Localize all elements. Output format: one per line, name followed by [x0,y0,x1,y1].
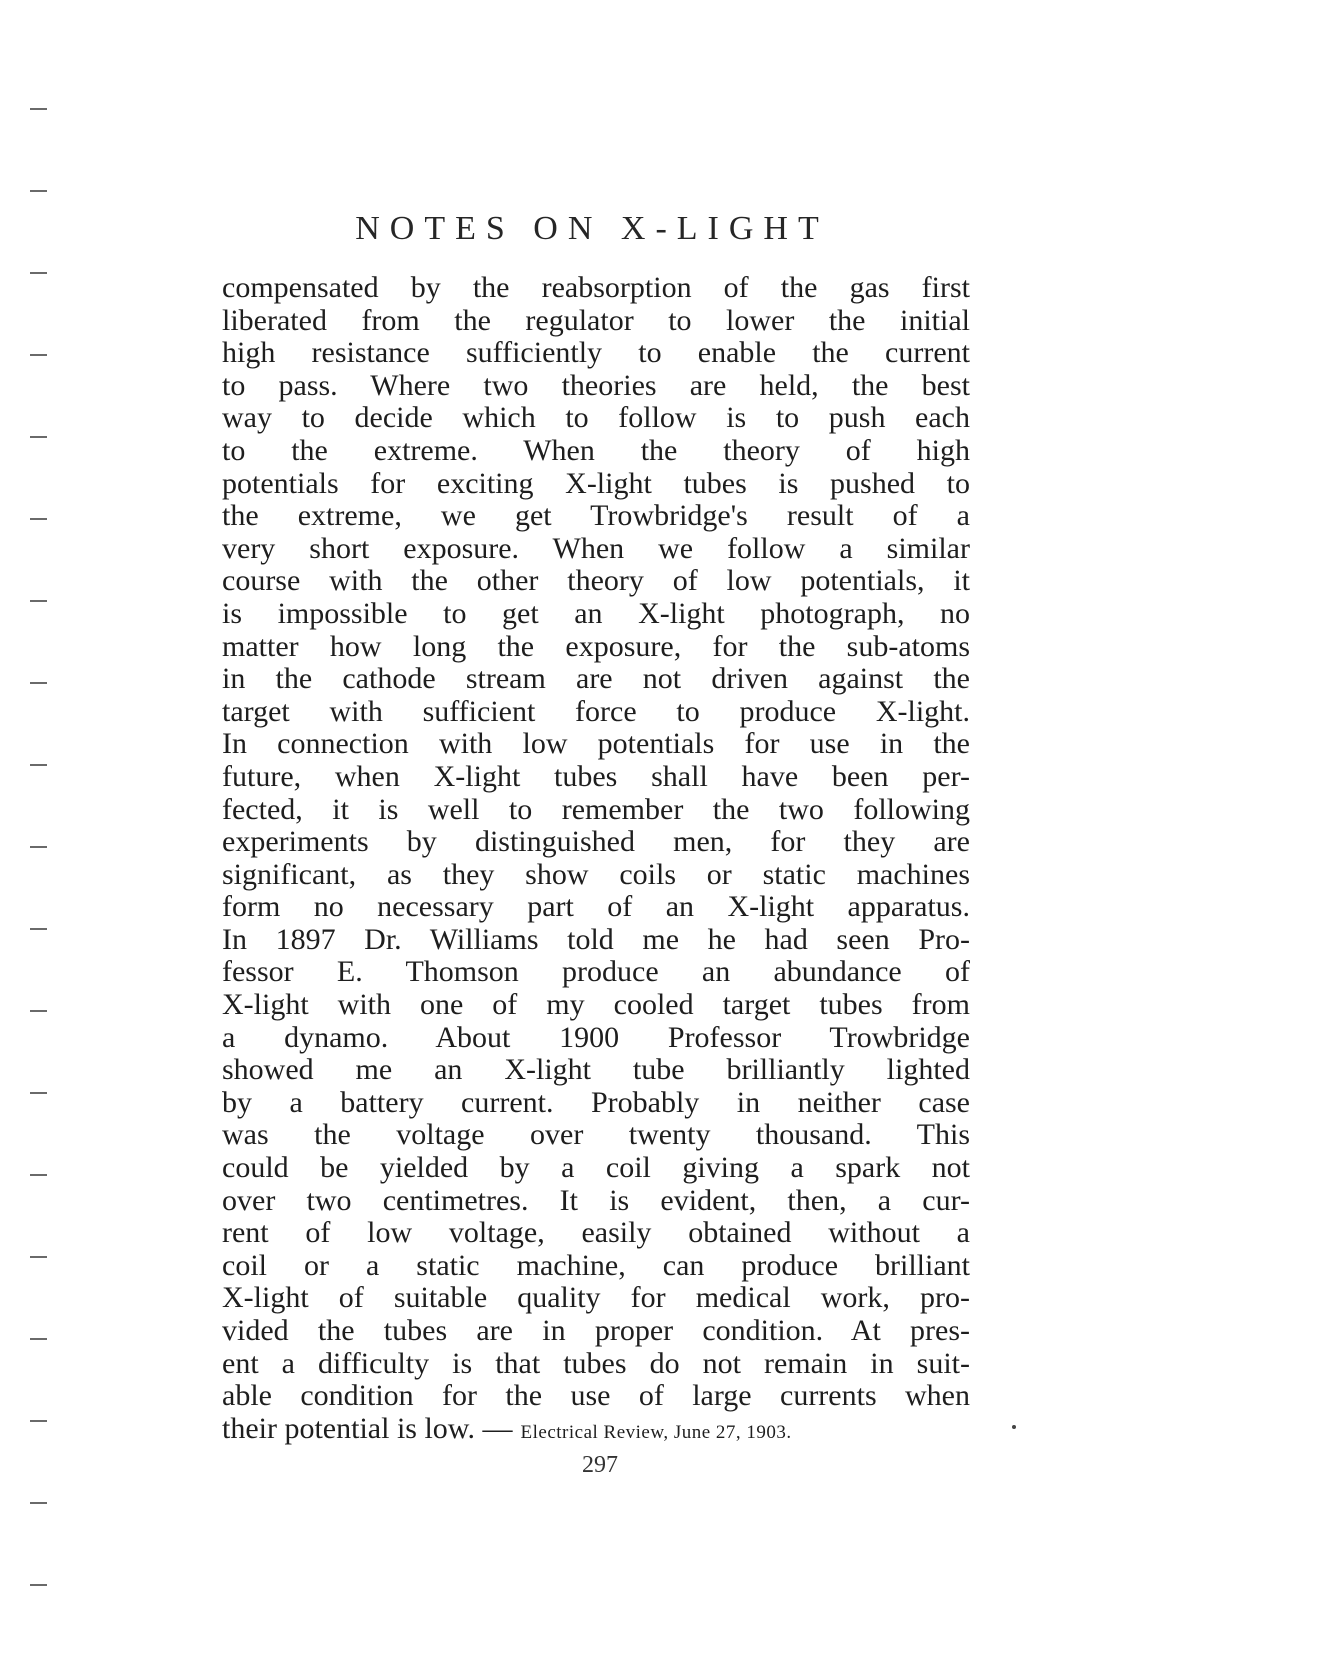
margin-tick [30,1338,47,1340]
text-line: very short exposure. When we follow a similar [222,531,970,565]
text-line: high resistance sufficiently to enable the current [222,336,970,370]
text-line: coil or a static machine, can produce brilliant [222,1248,970,1282]
text-line: ent a difficulty is that tubes do not remain in suit- [222,1346,970,1380]
margin-tick [30,1502,47,1504]
text-line: course with the other theory of low potentials, it [222,564,970,598]
margin-tick [30,518,47,520]
margin-tick [30,190,47,192]
margin-tick [30,928,47,930]
margin-tick [30,272,47,274]
margin-tick [30,1010,47,1012]
text-line: could be yielded by a coil giving a spark not [222,1151,970,1185]
margin-tick [30,682,47,684]
final-line-text: their potential is low. — [222,1411,513,1445]
running-head: NOTES ON X-LIGHT [355,210,829,247]
text-line: matter how long the exposure, for the sub-atoms [222,629,970,663]
body-text [222,272,970,1445]
page-number: 297 [582,1452,618,1478]
text-line: In 1897 Dr. Williams told me he had seen Pro- [222,922,970,956]
text-line: over two centimetres. It is evident, then, a cur- [222,1183,970,1217]
margin-tick [30,1092,47,1094]
text-line: to pass. Where two theories are held, the best [222,368,970,402]
margin-tick [30,846,47,848]
margin-tick [30,764,47,766]
text-line-final [222,1413,970,1446]
text-line: future, when X-light tubes shall have been per- [222,759,970,793]
text-line: was the voltage over twenty thousand. This [222,1118,970,1152]
text-line: liberated from the regulator to lower the initial [222,303,970,337]
margin-tick [30,1256,47,1258]
text-line: form no necessary part of an X-light apparatus. [222,890,970,924]
binding-edge-marks [0,0,60,1679]
text-line: showed me an X-light tube brilliantly lighted [222,1053,970,1087]
text-line: a dynamo. About 1900 Professor Trowbridge [222,1020,970,1054]
text-line: to the extreme. When the theory of high [222,433,970,467]
text-line: the extreme, we get Trowbridge's result of a [222,499,970,533]
text-line: vided the tubes are in proper condition. At pres- [222,1314,970,1347]
scan-speck [1012,1425,1016,1429]
text-line: compensated by the reabsorption of the gas first [222,271,970,304]
margin-tick [30,1584,47,1586]
text-lines [222,272,970,1413]
text-line: able condition for the use of large currents when [222,1379,970,1413]
text-line: by a battery current. Probably in neither case [222,1085,970,1119]
text-line: significant, as they show coils or static machines [222,857,970,891]
text-line: X-light with one of my cooled target tubes from [222,988,970,1022]
margin-tick [30,354,47,356]
text-line: fessor E. Thomson produce an abundance of [222,955,970,989]
text-line: potentials for exciting X-light tubes is pushed to [222,466,970,500]
margin-tick [30,436,47,438]
text-line: rent of low voltage, easily obtained without a [222,1216,970,1250]
margin-tick [30,1174,47,1176]
margin-tick [30,108,47,110]
citation: Electrical Review, June 27, 1903. [520,1421,792,1443]
text-line: X-light of suitable quality for medical work, pro- [222,1281,970,1315]
text-line: is impossible to get an X-light photograph, no [222,596,970,630]
text-line: target with sufficient force to produce X-light. [222,694,970,728]
text-line: way to decide which to follow is to push each [222,401,970,435]
text-line: fected, it is well to remember the two following [222,792,970,826]
margin-tick [30,600,47,602]
text-line: experiments by distinguished men, for they are [222,825,970,859]
text-line: in the cathode stream are not driven against the [222,662,970,696]
margin-tick [30,1420,47,1422]
text-line: In connection with low potentials for use in the [222,727,970,761]
